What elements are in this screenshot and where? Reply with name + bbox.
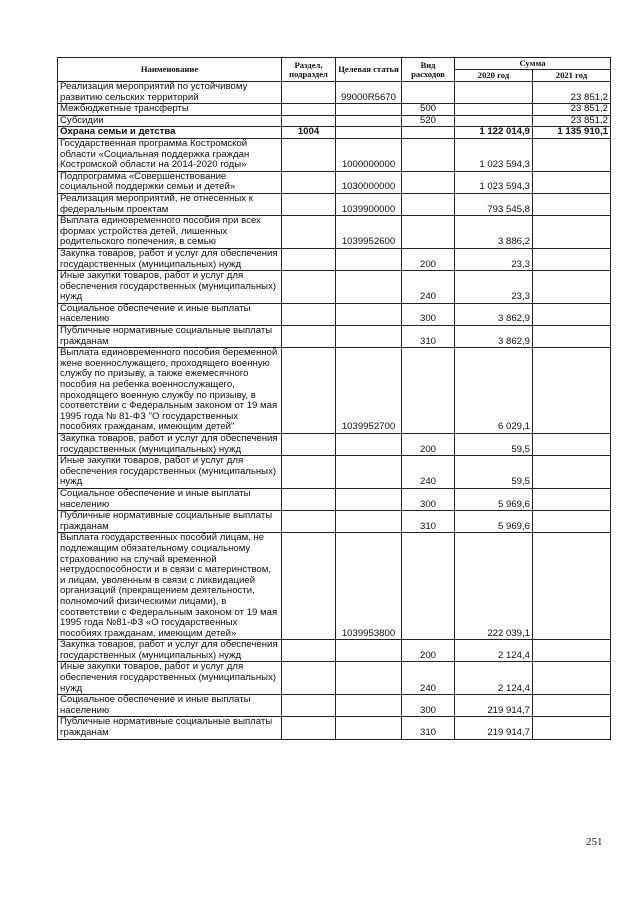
row-target: 1039953800 (336, 533, 402, 640)
table-body (58, 82, 611, 740)
row-sum-2021: 23 851,2 (533, 104, 611, 116)
row-kind: 240 (402, 271, 455, 304)
row-sum-2020: 5 969,6 (455, 511, 533, 533)
row-kind (402, 193, 455, 215)
header-kind: Вид расходов (402, 58, 455, 82)
row-section (282, 271, 336, 304)
row-sum-2021 (533, 326, 611, 348)
table-row (58, 171, 611, 193)
row-name: Субсидии (58, 115, 282, 127)
row-sum-2021: 23 851,2 (533, 82, 611, 104)
table-row (58, 138, 611, 171)
row-name: Социальное обеспечение и иные выплаты населению (58, 695, 282, 717)
table-row (58, 82, 611, 104)
table-row (58, 193, 611, 215)
row-target (336, 326, 402, 348)
row-target: 1039900000 (336, 193, 402, 215)
row-name: Межбюджетные трансферты (58, 104, 282, 116)
row-target: 1039952700 (336, 348, 402, 434)
row-kind (402, 216, 455, 249)
row-sum-2021: 1 135 910,1 (533, 127, 611, 139)
table-row (58, 695, 611, 717)
table-row (58, 348, 611, 434)
row-sum-2021 (533, 303, 611, 325)
row-sum-2020: 3 862,9 (455, 303, 533, 325)
row-target (336, 127, 402, 139)
row-sum-2021 (533, 456, 611, 489)
row-target (336, 248, 402, 270)
row-sum-2020: 219 914,7 (455, 695, 533, 717)
header-target: Целевая статья (336, 58, 402, 82)
row-sum-2021 (533, 248, 611, 270)
row-section (282, 434, 336, 456)
row-kind: 500 (402, 104, 455, 116)
row-kind (402, 171, 455, 193)
row-target: 1030000000 (336, 171, 402, 193)
table-row (58, 456, 611, 489)
row-kind: 200 (402, 248, 455, 270)
row-sum-2020: 1 023 594,3 (455, 171, 533, 193)
row-section (282, 488, 336, 510)
table-row (58, 533, 611, 640)
row-target (336, 695, 402, 717)
row-sum-2020: 1 023 594,3 (455, 138, 533, 171)
row-section (282, 511, 336, 533)
table-row (58, 104, 611, 116)
row-name: Реализация мероприятий по устойчивому развитию сельских территорий (58, 82, 282, 104)
row-target: 99000R5670 (336, 82, 402, 104)
row-kind (402, 127, 455, 139)
row-section (282, 326, 336, 348)
row-kind: 310 (402, 717, 455, 739)
row-kind: 300 (402, 695, 455, 717)
row-sum-2020: 23,3 (455, 248, 533, 270)
row-name: Подпрограмма «Совершенствование социальной поддержки семьи и детей» (58, 171, 282, 193)
row-sum-2020: 5 969,6 (455, 488, 533, 510)
row-name: Публичные нормативные социальные выплаты гражданам (58, 326, 282, 348)
row-sum-2021 (533, 488, 611, 510)
row-kind (402, 533, 455, 640)
table-row (58, 248, 611, 270)
row-sum-2021 (533, 695, 611, 717)
header-section: Раздел, подраздел (282, 58, 336, 82)
row-target (336, 456, 402, 489)
row-kind: 300 (402, 303, 455, 325)
row-target (336, 434, 402, 456)
row-kind: 240 (402, 662, 455, 695)
table-row (58, 115, 611, 127)
row-kind: 200 (402, 434, 455, 456)
table-header (58, 58, 611, 82)
row-section (282, 171, 336, 193)
row-sum-2021 (533, 138, 611, 171)
row-target (336, 303, 402, 325)
row-name: Иные закупки товаров, работ и услуг для обеспечения государственных (муниципальных) нужд (58, 662, 282, 695)
row-kind (402, 348, 455, 434)
row-section (282, 193, 336, 215)
row-sum-2021 (533, 533, 611, 640)
row-sum-2021 (533, 171, 611, 193)
row-section (282, 104, 336, 116)
page-number: 251 (586, 836, 603, 848)
row-sum-2021 (533, 434, 611, 456)
row-name: Иные закупки товаров, работ и услуг для обеспечения государственных (муниципальных) нужд (58, 456, 282, 489)
row-sum-2020: 2 124,4 (455, 662, 533, 695)
row-target (336, 640, 402, 662)
budget-table (57, 57, 611, 740)
row-sum-2020: 219 914,7 (455, 717, 533, 739)
row-section (282, 640, 336, 662)
row-section (282, 662, 336, 695)
row-section (282, 348, 336, 434)
row-section (282, 533, 336, 640)
row-section (282, 216, 336, 249)
row-sum-2021 (533, 511, 611, 533)
row-sum-2020: 2 124,4 (455, 640, 533, 662)
row-name: Охрана семьи и детства (58, 127, 282, 139)
row-name: Закупка товаров, работ и услуг для обеспечения государственных (муниципальных) нужд (58, 248, 282, 270)
table-row (58, 326, 611, 348)
row-kind: 200 (402, 640, 455, 662)
row-sum-2020: 59,5 (455, 434, 533, 456)
row-target (336, 717, 402, 739)
row-section: 1004 (282, 127, 336, 139)
row-sum-2021: 23 851,2 (533, 115, 611, 127)
row-sum-2021 (533, 271, 611, 304)
row-section (282, 303, 336, 325)
row-target (336, 115, 402, 127)
row-target (336, 511, 402, 533)
row-target: 1039952600 (336, 216, 402, 249)
row-name: Выплата единовременного пособия беременной жене военнослужащего, проходящего военную службу по призыву, а также ежемесячного пособия на ребенка военнослужащего, проходящего военную службу по призыву, в соответствии с Федеральным законом от 19 мая 1995 года № 81-ФЗ "О государственных пособиях гражданам, имеющим детей" (58, 348, 282, 434)
row-kind: 240 (402, 456, 455, 489)
header-year-2020: 2020 год (455, 70, 533, 82)
row-sum-2021 (533, 348, 611, 434)
row-section (282, 456, 336, 489)
table-row (58, 488, 611, 510)
row-name: Социальное обеспечение и иные выплаты населению (58, 303, 282, 325)
table-row (58, 511, 611, 533)
row-name: Публичные нормативные социальные выплаты гражданам (58, 717, 282, 739)
header-year-2021: 2021 год (533, 70, 611, 82)
header-sum: Сумма (455, 58, 611, 70)
row-name: Государственная программа Костромской области «Социальная поддержка граждан Костромской области на 2014-2020 годы» (58, 138, 282, 171)
row-sum-2020: 222 039,1 (455, 533, 533, 640)
row-sum-2021 (533, 216, 611, 249)
row-sum-2021 (533, 717, 611, 739)
table-row (58, 640, 611, 662)
row-name: Закупка товаров, работ и услуг для обеспечения государственных (муниципальных) нужд (58, 434, 282, 456)
row-target: 1000000000 (336, 138, 402, 171)
table-row (58, 216, 611, 249)
row-name: Выплата единовременного пособия при всех формах устройства детей, лишенных родительского попечения, в семью (58, 216, 282, 249)
row-kind: 300 (402, 488, 455, 510)
row-kind: 310 (402, 511, 455, 533)
table-row (58, 434, 611, 456)
row-sum-2020: 1 122 014,9 (455, 127, 533, 139)
row-name: Реализация мероприятий, не отнесенных к федеральным проектам (58, 193, 282, 215)
row-sum-2020: 3 886,2 (455, 216, 533, 249)
row-section (282, 248, 336, 270)
row-name: Публичные нормативные социальные выплаты гражданам (58, 511, 282, 533)
table-row (58, 303, 611, 325)
row-section (282, 115, 336, 127)
row-sum-2020 (455, 104, 533, 116)
row-target (336, 271, 402, 304)
row-name: Выплата государственных пособий лицам, не подлежащим обязательному социальному страхованию на случай временной нетрудоспособности и в связи с материнством, и лицам, уволенным в связи с ликвидацией организаций (прекращением деятельности, полномочий физическими лицами), в соответствии с Федеральным законом от 19 мая 1995 года №81-ФЗ «О государственных пособиях гражданам, имеющим детей» (58, 533, 282, 640)
row-sum-2020: 6 029,1 (455, 348, 533, 434)
row-sum-2020: 793 545,8 (455, 193, 533, 215)
table-row (58, 662, 611, 695)
header-name: Наименование (58, 58, 282, 82)
row-target (336, 104, 402, 116)
row-section (282, 717, 336, 739)
row-sum-2020 (455, 82, 533, 104)
row-target (336, 662, 402, 695)
row-section (282, 695, 336, 717)
table-row (58, 271, 611, 304)
row-sum-2021 (533, 662, 611, 695)
row-section (282, 82, 336, 104)
row-name: Иные закупки товаров, работ и услуг для обеспечения государственных (муниципальных) нужд (58, 271, 282, 304)
row-sum-2021 (533, 640, 611, 662)
row-kind: 520 (402, 115, 455, 127)
row-sum-2020: 23,3 (455, 271, 533, 304)
row-kind: 310 (402, 326, 455, 348)
row-name: Закупка товаров, работ и услуг для обеспечения государственных (муниципальных) нужд (58, 640, 282, 662)
row-name: Социальное обеспечение и иные выплаты населению (58, 488, 282, 510)
row-sum-2020: 3 862,9 (455, 326, 533, 348)
row-sum-2021 (533, 193, 611, 215)
row-kind (402, 82, 455, 104)
table-row (58, 717, 611, 739)
row-sum-2020: 59,5 (455, 456, 533, 489)
row-target (336, 488, 402, 510)
row-kind (402, 138, 455, 171)
table-row (58, 127, 611, 139)
row-sum-2020 (455, 115, 533, 127)
row-section (282, 138, 336, 171)
